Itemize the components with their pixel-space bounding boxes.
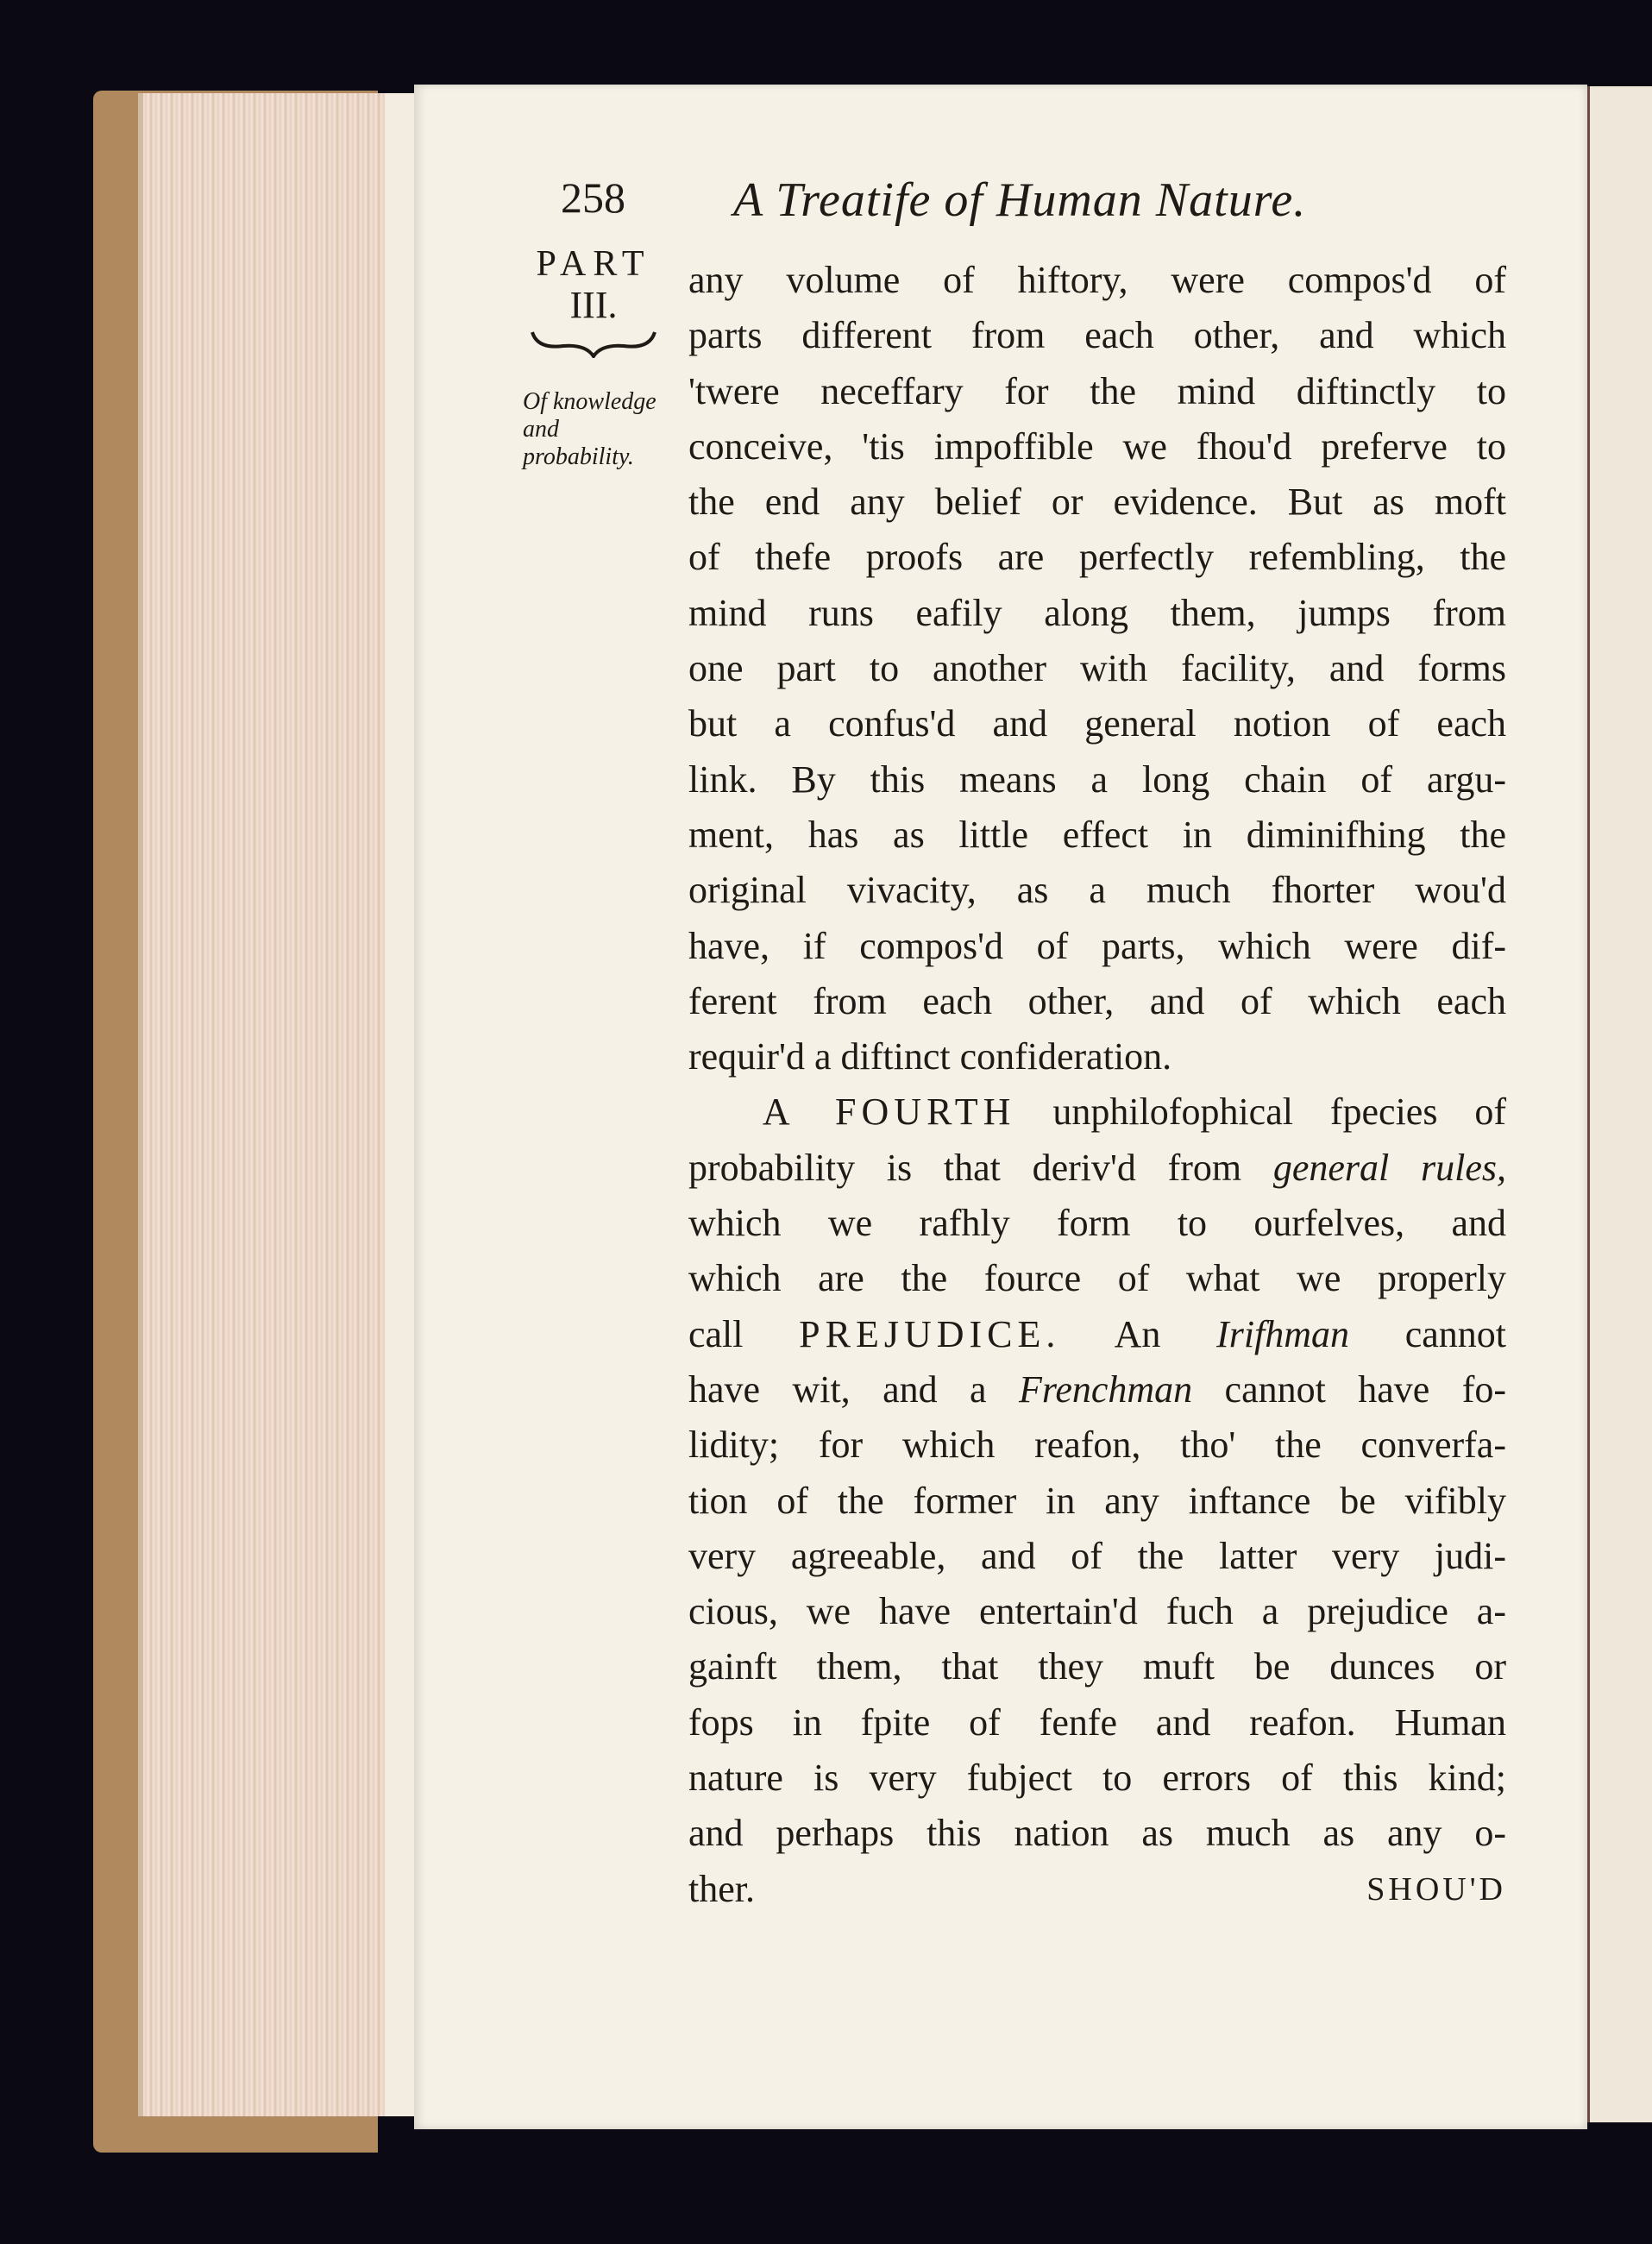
text-line: fops in fpite of fenfe and reafon. Human bbox=[688, 1700, 1506, 1744]
text-run: probability is that deriv'd from bbox=[688, 1146, 1273, 1189]
page-number: 258 bbox=[561, 173, 625, 222]
text-line bbox=[688, 1362, 1506, 1417]
text-line: conceive, 'tis impoffible we fhou'd preferve to bbox=[688, 424, 1506, 468]
page-header bbox=[561, 173, 1501, 242]
side-note-line: probability. bbox=[523, 443, 634, 470]
text-line: original vivacity, as a much fhorter wou'd bbox=[688, 869, 1506, 912]
facing-page-edge bbox=[1587, 86, 1652, 2122]
italic-term: Frenchman bbox=[1018, 1367, 1193, 1411]
brace-ornament-icon bbox=[529, 327, 658, 358]
text-run: cannot bbox=[1349, 1312, 1506, 1355]
text-run: An bbox=[1060, 1312, 1217, 1355]
margin-part-label bbox=[524, 244, 663, 358]
paragraph-start-line bbox=[688, 1084, 1506, 1140]
text-line bbox=[688, 1307, 1506, 1362]
body-text bbox=[688, 253, 1506, 1917]
text-run: unphilofophical fpecies of bbox=[1015, 1091, 1507, 1134]
text-line: 'twere neceffary for the mind diftinctly to bbox=[688, 369, 1506, 412]
text-line: link. By this means a long chain of argu- bbox=[688, 757, 1506, 801]
text-line: parts different from each other, and which bbox=[688, 314, 1506, 357]
paragraph-lead-word: A FOURTH bbox=[762, 1091, 1016, 1134]
text-line: have, if compos'd of parts, which were dif- bbox=[688, 924, 1506, 967]
text-line: tion of the former in any inftance be vifibly bbox=[688, 1479, 1506, 1522]
text-line: ferent from each other, and of which each bbox=[688, 979, 1506, 1022]
text-line: ment, has as little effect in diminifhing the bbox=[688, 813, 1506, 856]
text-line: any volume of hiftory, were compos'd of bbox=[688, 259, 1506, 301]
text-line: very agreeable, and of the latter very judi- bbox=[688, 1534, 1506, 1577]
running-title: A Treatife of Human Nature. bbox=[733, 173, 1307, 227]
text-line: but a confus'd and general notion of each bbox=[688, 702, 1506, 745]
italic-term: Irifhman bbox=[1216, 1312, 1350, 1355]
text-run: ther. bbox=[688, 1867, 755, 1910]
text-line: one part to another with facility, and forms bbox=[688, 647, 1506, 690]
text-line: the end any belief or evidence. But as moft bbox=[688, 481, 1506, 524]
small-caps-term: PREJUDICE. bbox=[799, 1312, 1061, 1355]
text-line: cious, we have entertain'd fuch a prejudice a- bbox=[688, 1590, 1506, 1633]
text-run: cannot have fo- bbox=[1192, 1367, 1507, 1411]
catchword: SHOU'D bbox=[1366, 1870, 1506, 1908]
page-block-edges bbox=[138, 93, 419, 2116]
text-line: of thefe proofs are perfectly refembling, the bbox=[688, 536, 1506, 579]
part-label: PART bbox=[536, 244, 651, 284]
side-note bbox=[523, 388, 661, 471]
text-line: nature is very fubject to errors of this kind; bbox=[688, 1757, 1506, 1800]
text-line: lidity; for which reafon, tho' the converfa- bbox=[688, 1424, 1506, 1467]
text-run: have wit, and a bbox=[688, 1367, 1019, 1411]
text-line: mind runs eafily along them, jumps from bbox=[688, 591, 1506, 634]
side-note-line: Of knowledge and bbox=[523, 388, 656, 443]
part-number: III. bbox=[569, 284, 618, 326]
text-line bbox=[688, 1141, 1506, 1196]
text-line: gainft them, that they muft be dunces or bbox=[688, 1645, 1506, 1688]
text-line: which are the fource of what we properly bbox=[688, 1257, 1506, 1300]
text-line: which we rafhly form to ourfelves, and bbox=[688, 1202, 1506, 1245]
text-line: and perhaps this nation as much as any o- bbox=[688, 1812, 1506, 1855]
final-line bbox=[688, 1862, 1506, 1917]
text-line: requir'd a diftinct confideration. bbox=[688, 1035, 1172, 1078]
text-run: call bbox=[688, 1312, 800, 1355]
italic-term: general rules, bbox=[1272, 1146, 1506, 1189]
